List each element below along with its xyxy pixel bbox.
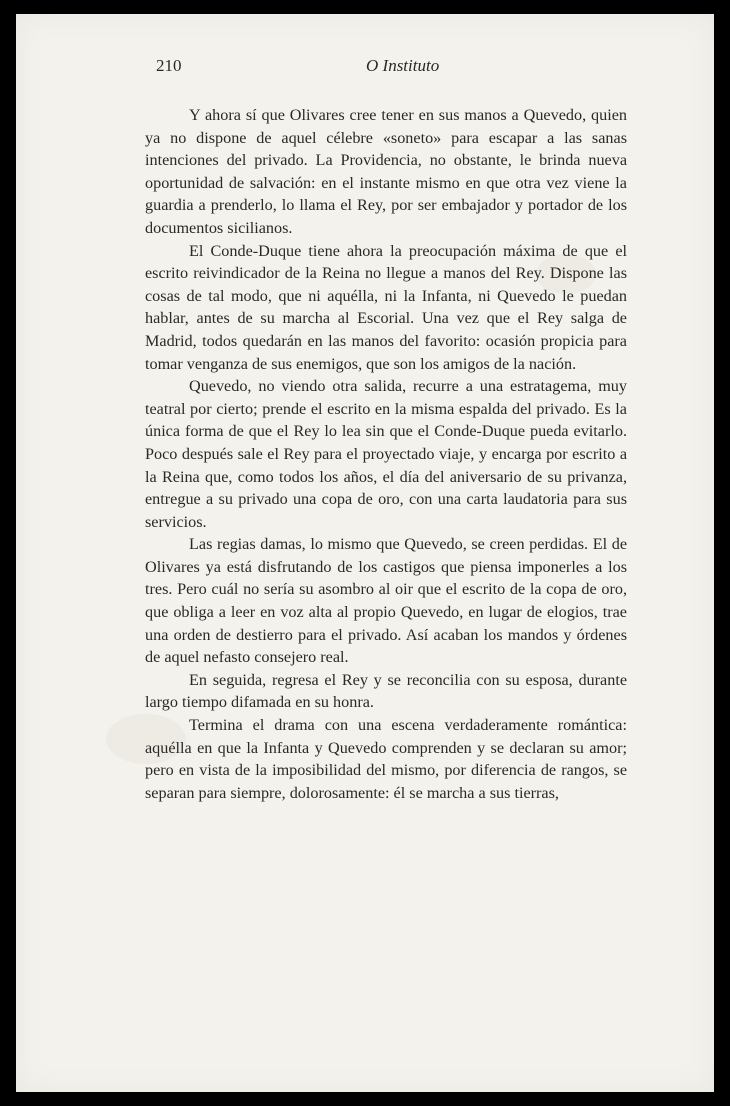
page-number: 210 (156, 56, 182, 75)
paragraph: En seguida, regresa el Rey y se reconcilia con su esposa, durante largo tiempo difamada en su honra. (145, 670, 627, 712)
body-text (145, 104, 627, 804)
paragraph: Las regias damas, lo mismo que Quevedo, se creen perdidas. El de Olivares ya está disfrutando de los castigos que piensa imponerles a los tres. Pero cuál no sería su asombro al oir que el escrito de la copa de oro, que obliga a leer en voz alta al propio Quevedo, en lugar de elogios, trae una orden de destierro para el privado. Así acaban los mandos y órdenes de aquel nefasto consejero real. (145, 535, 627, 667)
paragraph: Termina el drama con una escena verdaderamente romántica: aquélla en que la Infanta y Quevedo comprenden y se declaran su amor; pero en vista de la imposibilidad del mismo, por diferencia de rangos, se separan para siempre, dolorosamente: él se marcha a sus tierras, (145, 716, 627, 802)
page-header (156, 56, 640, 86)
paragraph: Y ahora sí que Olivares cree tener en sus manos a Quevedo, quien ya no dispone de aquel célebre «soneto» para escapar a las sanas intenciones del privado. La Providencia, no obstante, le brinda nueva oportunidad de salvación: en el instante mismo en que otra vez viene la guardia a prenderlo, lo llama el Rey, por ser embajador y portador de los documentos sicilianos. (145, 106, 627, 237)
paragraph: El Conde-Duque tiene ahora la preocupación máxima de que el escrito reivindicador de la Reina no llegue a manos del Rey. Dispone las cosas de tal modo, que ni aquélla, ni la Infanta, ni Quevedo le puedan hablar, antes de su marcha al Escorial. Una vez que el Rey salga de Madrid, todos quedarán en las manos del favorito: ocasión propicia para tomar venganza de sus enemigos, que son los amigos de la nación. (145, 241, 627, 373)
paragraph: Quevedo, no viendo otra salida, recurre a una estratagema, muy teatral por cierto; prende el escrito en la misma espalda del privado. Es la única forma de que el Rey lo lea sin que el Conde-Duque pueda evitarlo. Poco después sale el Rey para el proyectado viaje, y encarga por escrito a la Reina que, como todos los años, el día del aniversario de su privanza, entregue a su privado una copa de oro, con una carta laudatoria para sus servicios. (145, 377, 627, 531)
running-title: O Instituto (366, 56, 440, 75)
